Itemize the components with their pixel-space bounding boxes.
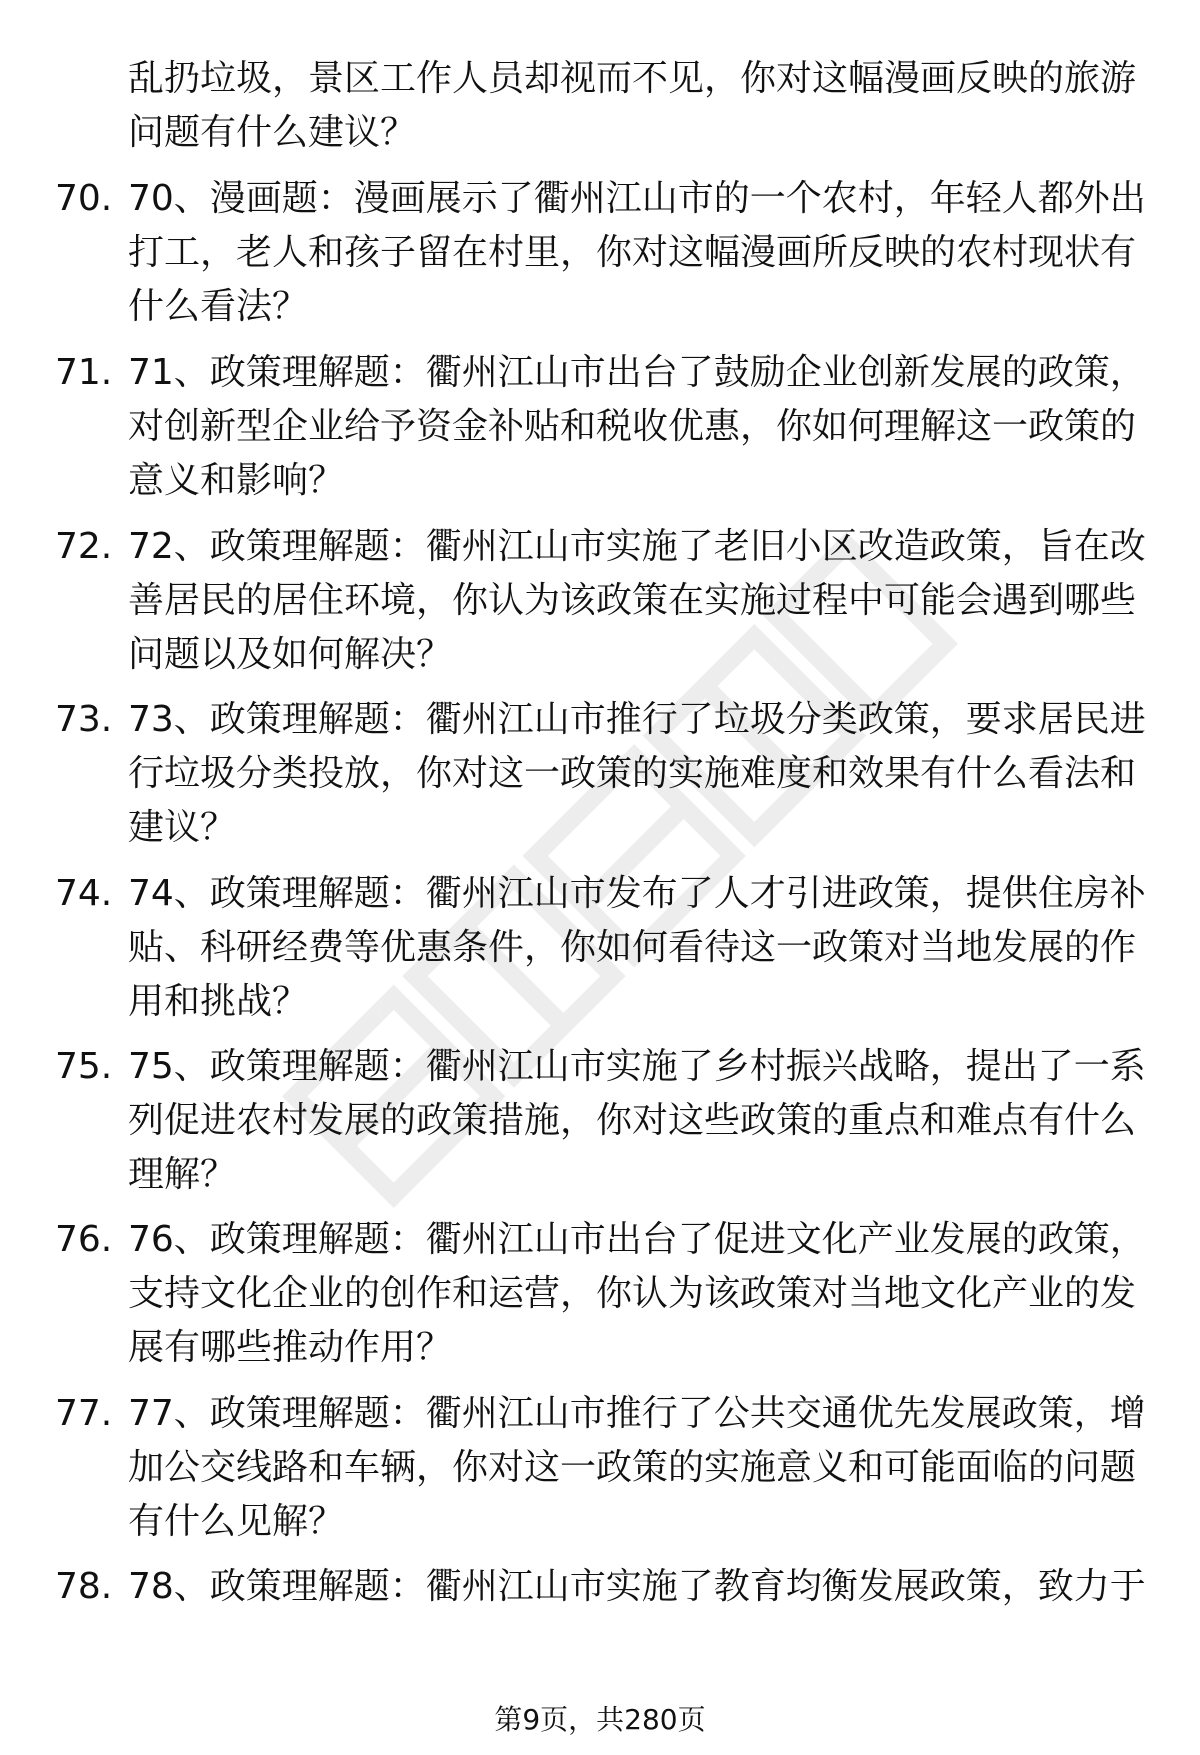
question-number: 70. bbox=[55, 178, 113, 219]
question-text: 72、政策理解题：衢州江山市实施了老旧小区改造政策，旨在改善居民的居住环境，你认为该政策在实施过程中可能会遇到哪些问题以及如何解决？ bbox=[128, 526, 1146, 675]
question-text: 71、政策理解题：衢州江山市出台了鼓励企业创新发展的政策，对创新型企业给予资金补贴和税收优惠，你如何理解这一政策的意义和影响？ bbox=[128, 352, 1146, 501]
question-text: 73、政策理解题：衢州江山市推行了垃圾分类政策，要求居民进行垃圾分类投放，你对这一政策的实施难度和效果有什么看法和建议？ bbox=[128, 699, 1146, 848]
question-number: 76. bbox=[55, 1219, 113, 1260]
page-footer: 第9页，共280页 bbox=[494, 1703, 706, 1736]
question-text: 77、政策理解题：衢州江山市推行了公共交通优先发展政策，增加公交线路和车辆，你对这一政策的实施意义和可能面临的问题有什么见解？ bbox=[128, 1393, 1146, 1542]
question-number: 71. bbox=[55, 352, 113, 393]
question-number: 74. bbox=[55, 873, 113, 914]
question-text: 70、漫画题：漫画展示了衢州江山市的一个农村，年轻人都外出打工，老人和孩子留在村里，你对这幅漫画所反映的农村现状有什么看法？ bbox=[128, 178, 1146, 327]
continuation-text: 乱扔垃圾，景区工作人员却视而不见，你对这幅漫画反映的旅游问题有什么建议？ bbox=[128, 58, 1137, 153]
question-text: 76、政策理解题：衢州江山市出台了促进文化产业发展的政策，支持文化企业的创作和运营，你认为该政策对当地文化产业的发展有哪些推动作用？ bbox=[128, 1219, 1146, 1368]
question-text: 74、政策理解题：衢州江山市发布了人才引进政策，提供住房补贴、科研经费等优惠条件，你如何看待这一政策对当地发展的作用和挑战？ bbox=[128, 873, 1146, 1022]
question-number: 77. bbox=[55, 1393, 113, 1434]
question-text: 78、政策理解题：衢州江山市实施了教育均衡发展政策，致力于 bbox=[128, 1566, 1146, 1607]
question-number: 73. bbox=[55, 699, 113, 740]
question-number: 72. bbox=[55, 526, 113, 567]
question-number: 75. bbox=[55, 1046, 113, 1087]
question-number: 78. bbox=[55, 1566, 113, 1607]
question-text: 75、政策理解题：衢州江山市实施了乡村振兴战略，提出了一系列促进农村发展的政策措施，你对这些政策的重点和难点有什么理解？ bbox=[128, 1046, 1146, 1195]
